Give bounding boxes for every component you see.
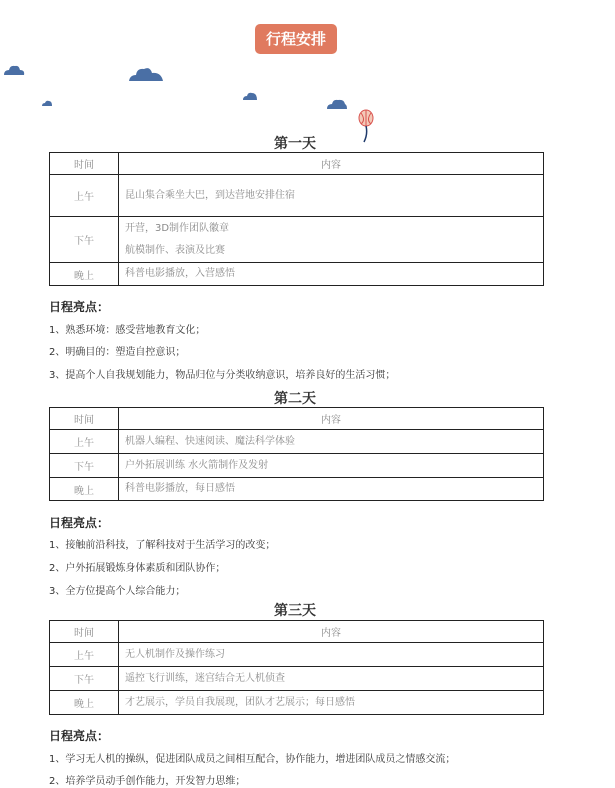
schedule-table [49,620,544,715]
day-title: 第三天 [274,603,316,619]
time-cell: 晚上 [50,263,119,286]
header-time: 时间 [50,153,119,175]
time-cell: 晚上 [50,478,119,501]
cloud-icon [326,99,348,109]
content-cell: 遥控飞行训练，迷宫结合无人机侦查 [119,667,544,691]
schedule-table [49,152,544,286]
highlight-item: 2、培养学员动手创作能力，开发智力思维； [49,776,246,787]
schedule-table [49,407,544,501]
cloud-icon [128,66,164,82]
time-cell: 下午 [50,217,119,263]
header-time: 时间 [50,621,119,643]
time-cell: 下午 [50,667,119,691]
content-cell: 无人机制作及操作练习 [119,643,544,667]
day-title: 第二天 [274,391,316,407]
cloud-icon [242,92,258,100]
highlight-item: 1、接触前沿科技，了解科技对于生活学习的改变； [49,540,276,551]
cloud-icon [2,64,26,76]
highlights-title: 日程亮点： [49,300,110,314]
header-content: 内容 [119,153,544,175]
time-cell: 下午 [50,454,119,478]
highlight-item: 1、学习无人机的操纵，促进团队成员之间相互配合，协作能力，增进团队成员之情感交流； [49,754,456,765]
content-cell: 机器人编程、快速阅读、魔法科学体验 [119,430,544,454]
content-cell: 科普电影播放，入营感悟 [119,263,544,286]
header-content: 内容 [119,408,544,430]
highlight-item: 3、提高个人自我规划能力，物品归位与分类收纳意识，培养良好的生活习惯； [49,370,396,381]
content-cell: 科普电影播放，每日感悟 [119,478,544,501]
content-cell: 开营，3D制作团队徽章 航模制作、表演及比赛 [119,217,544,263]
time-cell: 上午 [50,430,119,454]
content-cell: 昆山集合乘坐大巴，到达营地安排住宿 [119,175,544,217]
highlight-item: 1、熟悉环境：感受营地教育文化； [49,325,206,336]
day-title: 第一天 [274,136,316,152]
time-cell: 上午 [50,175,119,217]
highlight-item: 2、明确目的：塑造自控意识； [49,347,186,358]
header-content: 内容 [119,621,544,643]
content-cell: 户外拓展训练 水火箭制作及发射 [119,454,544,478]
time-cell: 上午 [50,643,119,667]
highlights-title: 日程亮点： [49,729,110,743]
highlight-item: 2、户外拓展锻炼身体素质和团队协作； [49,563,226,574]
cloud-icon [41,100,53,106]
header-time: 时间 [50,408,119,430]
time-cell: 晚上 [50,691,119,715]
highlight-item: 3、全方位提高个人综合能力； [49,586,186,597]
highlights-title: 日程亮点： [49,516,110,530]
page-title: 行程安排 [255,24,337,54]
content-cell: 才艺展示，学员自我展现，团队才艺展示；每日感悟 [119,691,544,715]
